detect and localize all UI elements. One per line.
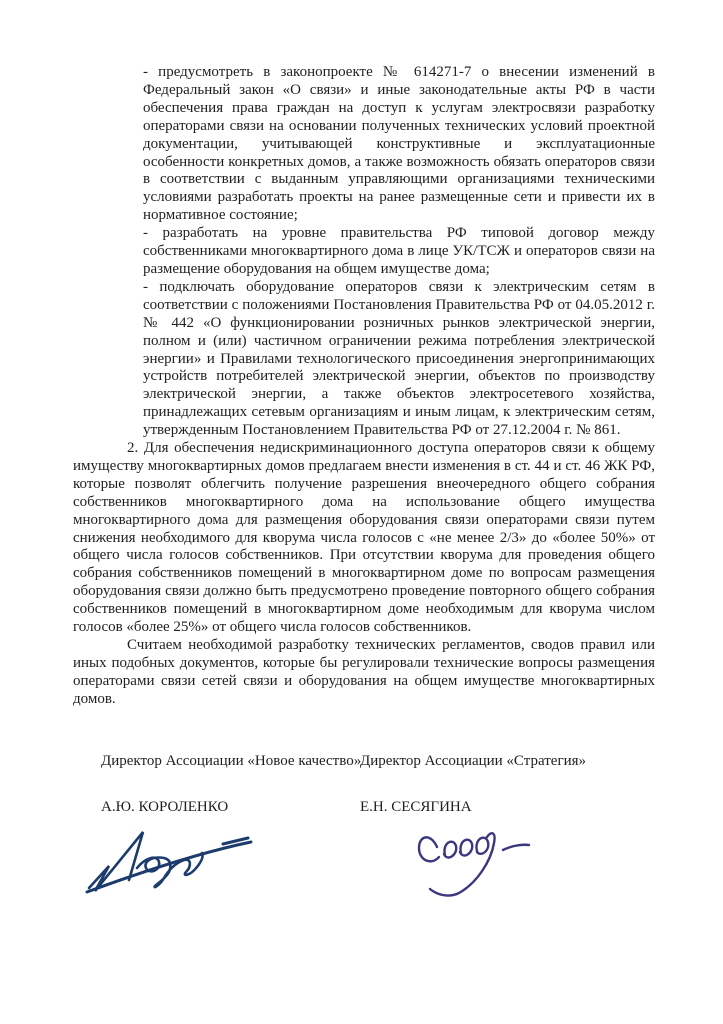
signatory-block-left — [101, 752, 361, 816]
handwritten-signature-left — [85, 820, 260, 898]
letter-body — [73, 64, 655, 709]
paragraph-dash-3: - подключать оборудование операторов связи к электрическим сетям в соответствии с положениями Постановления Правительства РФ от 04.05.2012 г. № 442 «О функционировании розничных рынков электрической энергии, полном и (или) частичном ограничении режима потребления электрической энергии» и Правилами технологического присоединения энергопринимающих устройств потребителей электрической энергии, объектов по производству электрической энергии, а также объектов электросетевого хозяйства, принадлежащих сетевым организациям и иным лицам, к электрическим сетям, утвержденным Постановлением Правительства РФ от 27.12.2004 г. № 861. — [143, 278, 655, 439]
paragraph-dash-1: - предусмотреть в законопроекте № 614271-7 о внесении изменений в Федеральный закон «О связи» и иные законодательные акты РФ в части обеспечения права граждан на доступ к услугам электросвязи разработку операторами связи на основании полученных технических условий проектной документации, учитывающей конструктивные и эксплуатационные особенности конкретных домов, а также возможность обязать операторов связи в соответствии с выданным управляющими организациями техническими условиями разработать проекты на ранее размещенные сети и привести их в нормативное состояние; — [143, 64, 655, 224]
signatory-left-name: А.Ю. КОРОЛЕНКО — [101, 799, 229, 815]
signatory-block-right — [360, 752, 586, 816]
paragraph-numbered-2: 2. Для обеспечения недискриминационного доступа операторов связи к общему имуществу многоквартирных домов предлагаем внести изменения в ст. 44 и ст. 46 ЖК РФ, которые позволят облегчить получение разрешения внеочередного общего собрания собственников многоквартирного дома на использование общего имущества многоквартирного дома для размещения оборудования связи операторами связи путем снижения необходимого для кворума числа голосов с «не менее 2/3» до «более 50%» от общего числа голосов собственников. При отсутствии кворума для проведения общего собрания собственников помещений в многоквартирном доме по вопросам размещения оборудования связи должно быть предусмотрено проведение повторного общего собрания собственников помещений в многоквартирном доме необходимым для кворума числом голосов «более 25%» от общего числа голосов собственников. — [73, 440, 655, 636]
signatory-left-title: Директор Ассоциации «Новое качество» — [101, 753, 362, 769]
signatory-right-name: Е.Н. СЕСЯГИНА — [360, 799, 472, 815]
signatory-right-title: Директор Ассоциации «Стратегия» — [360, 753, 587, 769]
paragraph-dash-2: - разработать на уровне правительства РФ типовой договор между собственниками многоквартирного дома в лице УК/ТСЖ и операторов связи на размещение оборудования на общем имуществе дома; — [143, 225, 655, 277]
paragraph-closing: Считаем необходимой разработку технических регламентов, сводов правил или иных подобных документов, которые бы регулировали технические вопросы размещения операторами связи сетей связи и оборудования на общем имуществе многоквартирных домов. — [73, 637, 655, 707]
handwritten-signature-right — [415, 825, 540, 905]
